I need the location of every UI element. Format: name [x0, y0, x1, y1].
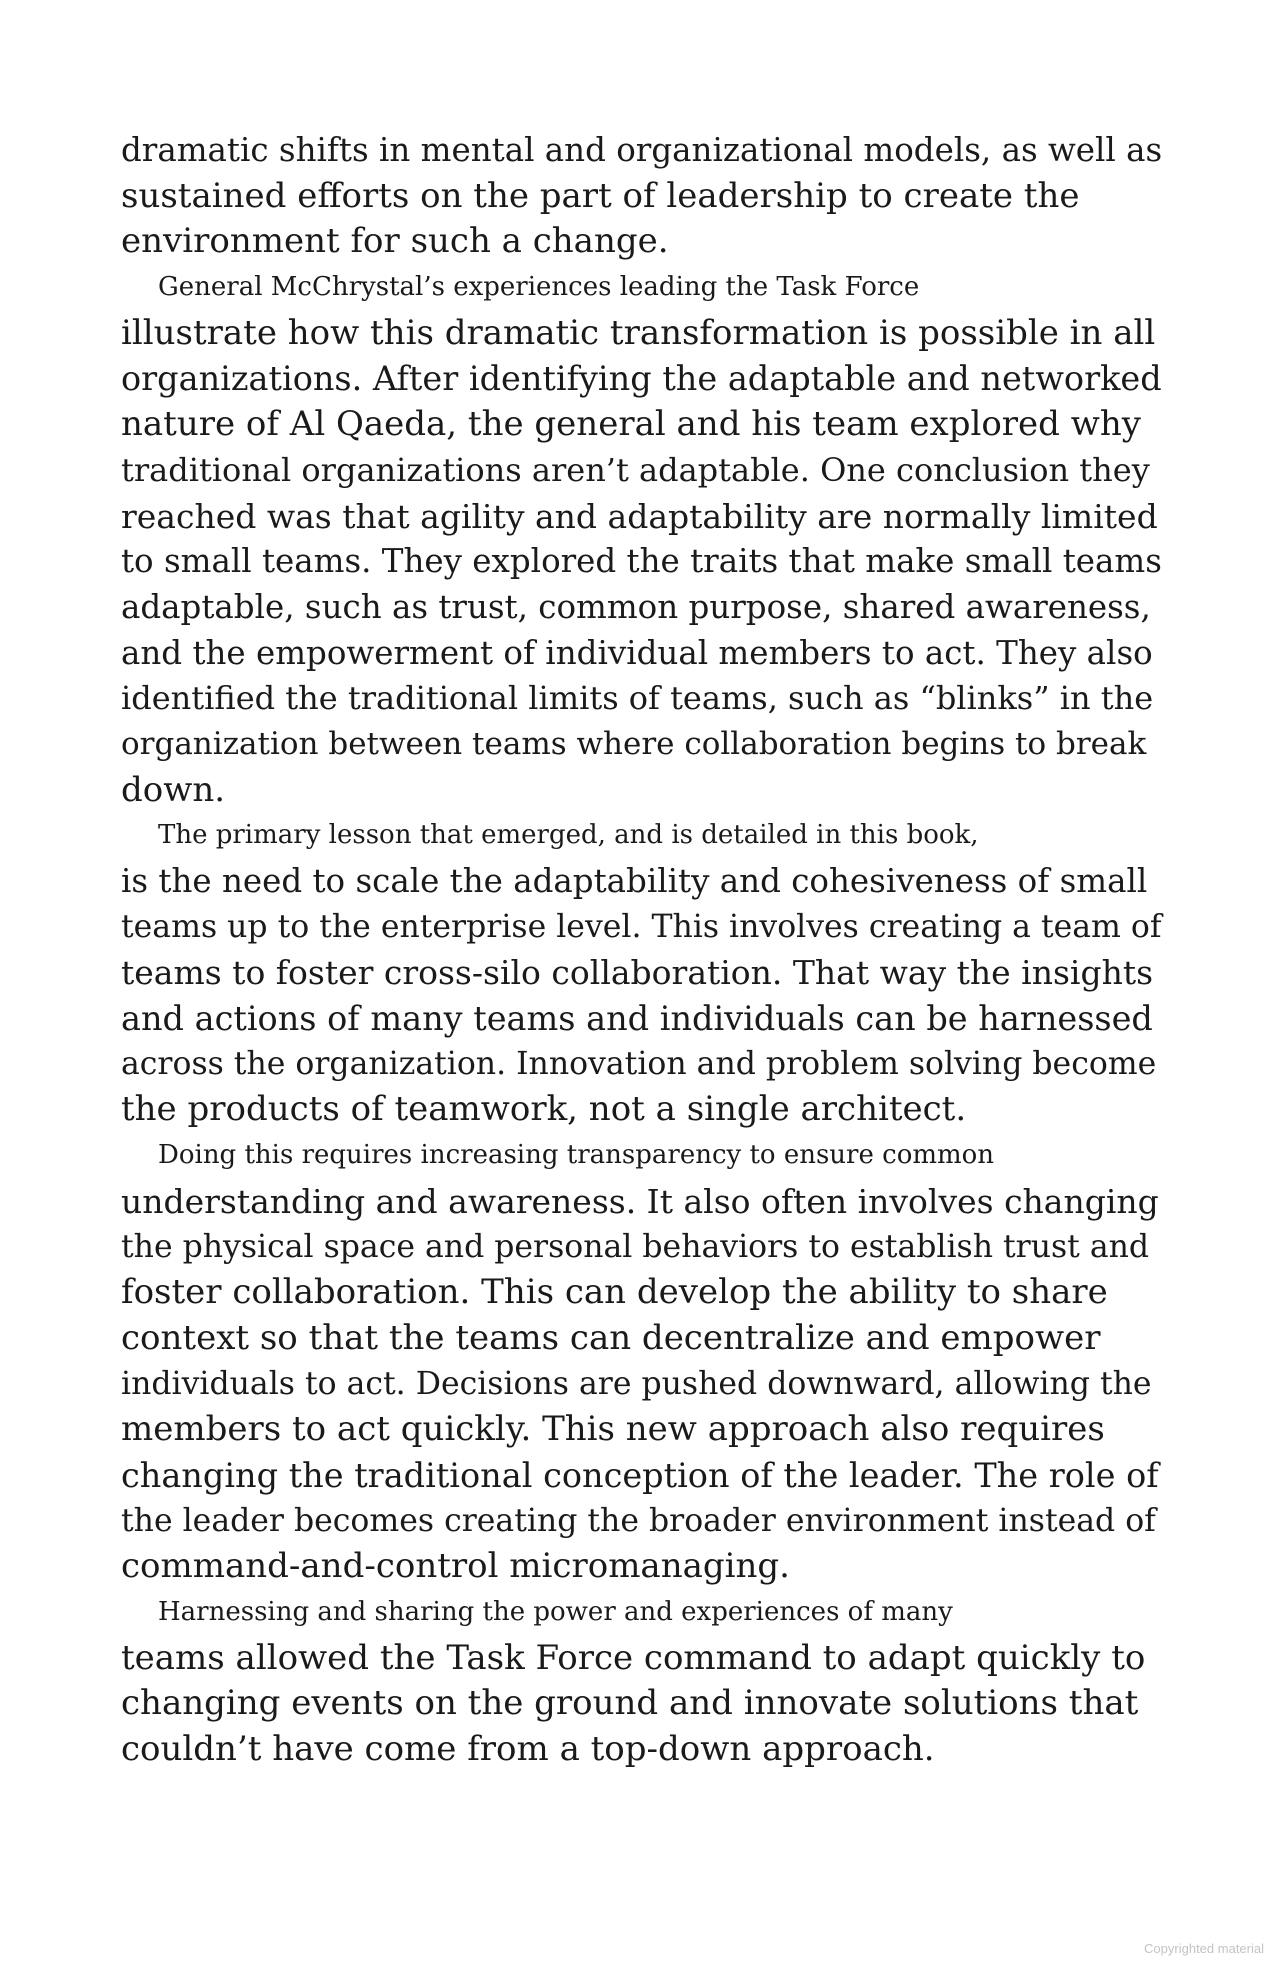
paragraph-5: [121, 1590, 1161, 1773]
text-line: reached was that agility and adaptability are normally limited: [121, 496, 1158, 536]
text-line: the leader becomes creating the broader environment instead of: [121, 1502, 1156, 1539]
text-line: organization between teams where collaboration begins to break: [121, 725, 1147, 762]
text-line: across the organization. Innovation and problem solving become: [121, 1045, 1157, 1082]
text-line: traditional organizations aren’t adaptable. One conclusion they: [121, 450, 1150, 489]
text-line: the physical space and personal behaviors to establish trust and: [121, 1228, 1150, 1265]
text-line: understanding and awareness. It also often involves changing: [121, 1181, 1159, 1221]
text-line: context so that the teams can decentralize and empower: [121, 1317, 1101, 1358]
text-line: organizations. After identifying the adaptable and networked: [121, 359, 1162, 399]
text-line: changing events on the ground and innovate solutions that: [121, 1683, 1139, 1724]
text-line: adaptable, such as trust, common purpose, shared awareness,: [121, 587, 1151, 626]
text-line: the products of teamwork, not a single architect.: [121, 1089, 967, 1130]
text-line: teams up to the enterprise level. This involves creating a team of: [121, 908, 1162, 945]
text-line: identified the traditional limits of teams, such as “blinks” in the: [121, 679, 1154, 718]
text-line: down.: [121, 769, 226, 810]
body-text: [121, 128, 1161, 1773]
text-line: sustained efforts on the part of leadership to create the: [121, 175, 1080, 216]
paragraph-3: [121, 813, 1161, 1133]
text-line: The primary lesson that emerged, and is detailed in this book,: [158, 820, 979, 851]
text-line: and the empowerment of individual members to act. They also: [121, 633, 1153, 672]
paragraph-2: [121, 265, 1161, 813]
text-line: is the need to scale the adaptability and cohesiveness of small: [121, 862, 1148, 900]
paragraph-4: [121, 1133, 1161, 1590]
text-line: teams allowed the Task Force command to adapt quickly to: [121, 1637, 1146, 1678]
copyright-watermark: Copyrighted material: [1144, 1941, 1264, 1956]
text-line: changing the traditional conception of the leader. The role of: [121, 1455, 1159, 1495]
text-line: to small teams. They explored the traits that make small teams: [121, 542, 1162, 581]
text-line: environment for such a change.: [121, 221, 669, 262]
text-line: illustrate how this dramatic transformation is possible in all: [121, 312, 1156, 353]
text-line: and actions of many teams and individuals can be harnessed: [121, 999, 1153, 1039]
text-line: teams to foster cross-silo collaboration. That way the insights: [121, 953, 1154, 993]
text-line: nature of Al Qaeda, the general and his team explored why: [121, 404, 1141, 445]
text-line: command-and-control micromanaging.: [121, 1546, 790, 1587]
text-line: Doing this requires increasing transparency to ensure common: [158, 1140, 995, 1171]
text-line: individuals to act. Decisions are pushed downward, allowing the: [121, 1365, 1152, 1402]
text-line: General McChrystal’s experiences leading the Task Force: [158, 272, 920, 303]
paragraph-1: [121, 128, 1161, 265]
text-line: dramatic shifts in mental and organizational models, as well as: [121, 131, 1163, 169]
text-line: foster collaboration. This can develop the ability to share: [121, 1272, 1108, 1313]
text-line: Harnessing and sharing the power and experiences of many: [158, 1597, 953, 1627]
text-line: couldn’t have come from a top-down approach.: [121, 1729, 935, 1770]
text-line: members to act quickly. This new approach also requires: [121, 1409, 1105, 1450]
